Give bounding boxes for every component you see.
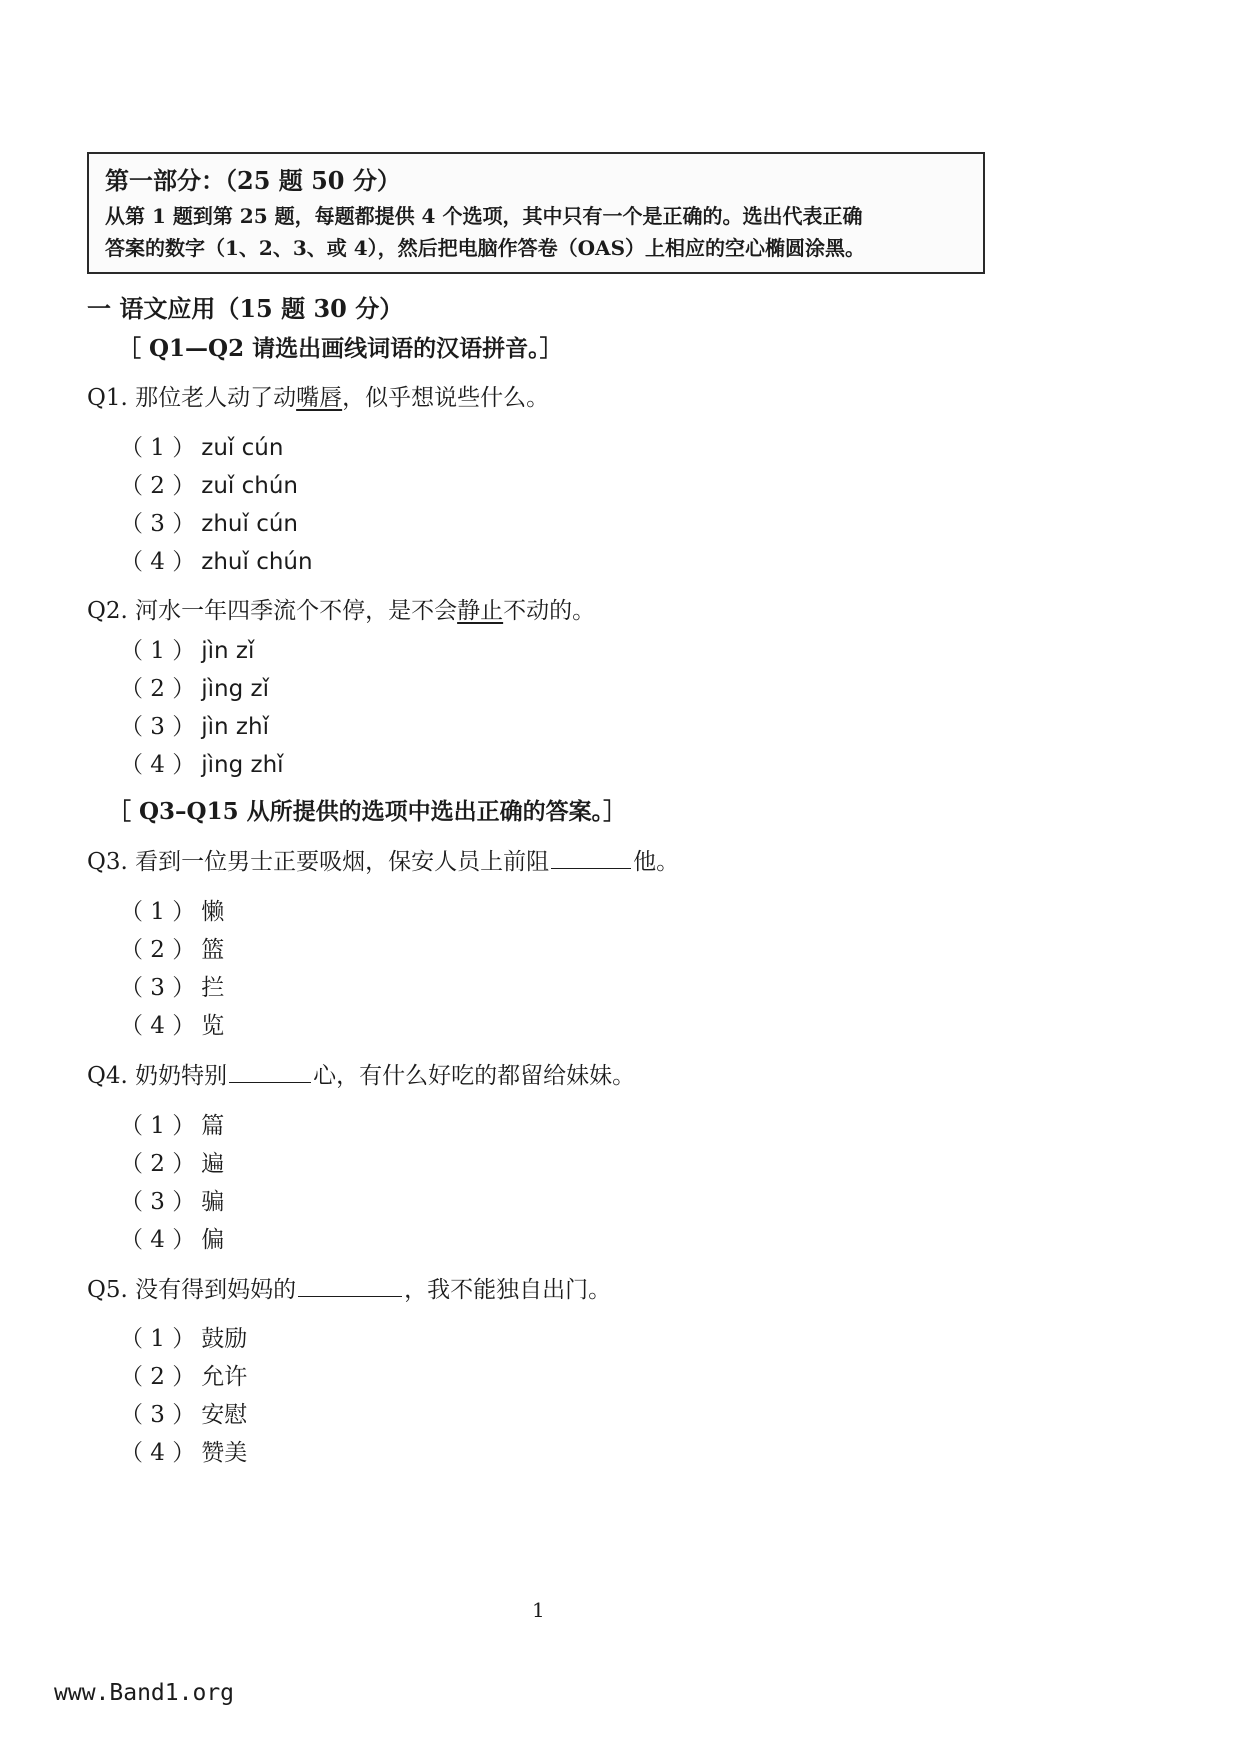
option[interactable] (120, 467, 313, 505)
question-3 (87, 844, 679, 879)
question-2-underlined: 静止 (457, 598, 504, 624)
question-1 (87, 381, 549, 415)
option-number: （ 1 ） (120, 899, 196, 925)
option[interactable] (120, 543, 313, 581)
option-number: （ 1 ） (120, 1326, 196, 1352)
option[interactable] (120, 670, 284, 708)
option-number: （ 4 ） (120, 1013, 196, 1039)
question-5-suffix: ，我不能独自出门。 (404, 1277, 612, 1303)
question-1-prefix: Q1. 那位老人动了动 (87, 385, 297, 411)
option[interactable] (120, 632, 284, 670)
option-text: 懒 (201, 899, 225, 925)
option-text: zhuǐ chún (201, 549, 313, 575)
option-number: （ 3 ） (120, 975, 196, 1001)
option-number: （ 4 ） (120, 549, 196, 575)
option-number: （ 2 ） (120, 1151, 196, 1177)
question-1-options (120, 429, 313, 581)
option-text: jìn zǐ (201, 638, 255, 664)
question-2-options (120, 632, 284, 784)
question-2-prefix: Q2. 河水一年四季流个不停，是不会 (87, 598, 458, 624)
option[interactable] (120, 1358, 247, 1396)
option[interactable] (120, 893, 224, 931)
question-5-options (120, 1320, 247, 1472)
option-text: 鼓励 (201, 1326, 248, 1352)
option-text: 拦 (201, 975, 225, 1001)
option-text: 览 (201, 1013, 225, 1039)
option[interactable] (120, 1221, 224, 1259)
question-2 (87, 594, 595, 628)
question-4 (87, 1058, 635, 1093)
option-text: 赞美 (201, 1440, 248, 1466)
option-number: （ 4 ） (120, 1227, 196, 1253)
section-instructions-box (87, 152, 985, 274)
question-5-prefix: Q5. 没有得到妈妈的 (87, 1277, 297, 1303)
option-number: （ 1 ） (120, 1113, 196, 1139)
option-text: 篇 (201, 1113, 225, 1139)
subsection-title: 一 语文应用（15 题 30 分） (87, 294, 404, 323)
option-text: 篮 (201, 937, 225, 963)
option-text: 安慰 (201, 1402, 248, 1428)
page-number: 1 (532, 1598, 545, 1622)
question-1-suffix: ，似乎想说些什么。 (342, 385, 550, 411)
question-2-suffix: 不动的。 (503, 598, 596, 624)
option-text: jìng zhǐ (201, 752, 284, 778)
answer-blank (229, 1058, 311, 1083)
option[interactable] (120, 931, 224, 969)
option-text: jìng zǐ (201, 676, 269, 702)
option[interactable] (120, 1396, 247, 1434)
answer-blank (298, 1272, 402, 1297)
question-5 (87, 1272, 611, 1307)
option[interactable] (120, 505, 313, 543)
question-4-suffix: 心，有什么好吃的都留给妹妹。 (313, 1063, 636, 1089)
instruction-q3-q15: ［ Q3–Q15 从所提供的选项中选出正确的答案。］ (108, 798, 627, 825)
option-number: （ 1 ） (120, 638, 196, 664)
option[interactable] (120, 429, 313, 467)
option-number: （ 4 ） (120, 752, 196, 778)
option-text: 遍 (201, 1151, 225, 1177)
option-text: 偏 (201, 1227, 225, 1253)
footer-website: www.Band1.org (54, 1680, 235, 1706)
option-number: （ 1 ） (120, 435, 196, 461)
option-text: 允许 (201, 1364, 248, 1390)
option[interactable] (120, 708, 284, 746)
instruction-q1-q2: ［ Q1—Q2 请选出画线词语的汉语拼音。］ (118, 335, 563, 362)
option-text: zhuǐ cún (201, 511, 298, 537)
option-number: （ 3 ） (120, 714, 196, 740)
option-number: （ 2 ） (120, 937, 196, 963)
option-number: （ 3 ） (120, 511, 196, 537)
option[interactable] (120, 1320, 247, 1358)
question-4-prefix: Q4. 奶奶特别 (87, 1063, 228, 1089)
option-number: （ 3 ） (120, 1402, 196, 1428)
option[interactable] (120, 1007, 224, 1045)
answer-blank (551, 844, 631, 869)
section-description-line-1: 从第 1 题到第 25 题，每题都提供 4 个选项，其中只有一个是正确的。选出代表正确 (105, 204, 863, 228)
option-number: （ 2 ） (120, 676, 196, 702)
section-description-line-2: 答案的数字（1、2、3、或 4），然后把电脑作答卷（OAS）上相应的空心椭圆涂黑。 (105, 236, 866, 260)
option[interactable] (120, 1183, 224, 1221)
option[interactable] (120, 1107, 224, 1145)
option-text: 骗 (201, 1189, 225, 1215)
option[interactable] (120, 1434, 247, 1472)
option-number: （ 4 ） (120, 1440, 196, 1466)
option[interactable] (120, 746, 284, 784)
section-title: 第一部分：（25 题 50 分） (105, 166, 401, 195)
question-1-underlined: 嘴唇 (296, 385, 343, 411)
option[interactable] (120, 1145, 224, 1183)
question-3-prefix: Q3. 看到一位男士正要吸烟，保安人员上前阻 (87, 849, 550, 875)
question-4-options (120, 1107, 224, 1259)
option-text: zuǐ chún (201, 473, 298, 499)
option-number: （ 2 ） (120, 473, 196, 499)
option-text: zuǐ cún (201, 435, 284, 461)
question-3-options (120, 893, 224, 1045)
option-number: （ 3 ） (120, 1189, 196, 1215)
option-text: jìn zhǐ (201, 714, 269, 740)
option[interactable] (120, 969, 224, 1007)
question-3-suffix: 他。 (633, 849, 680, 875)
option-number: （ 2 ） (120, 1364, 196, 1390)
